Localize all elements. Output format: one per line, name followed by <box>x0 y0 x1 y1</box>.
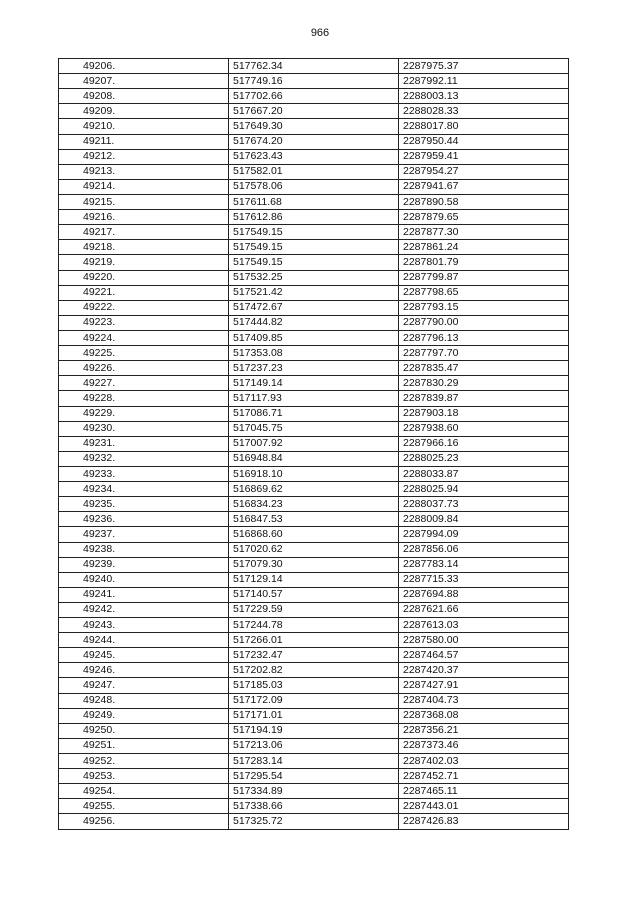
x-coordinate-cell: 517623.43 <box>229 149 399 164</box>
x-coordinate-cell: 517194.19 <box>229 723 399 738</box>
table-row <box>59 723 569 738</box>
x-coordinate-cell: 517749.16 <box>229 74 399 89</box>
x-coordinate-cell: 517649.30 <box>229 119 399 134</box>
table-row <box>59 270 569 285</box>
y-coordinate-cell: 2287715.33 <box>399 572 569 587</box>
y-coordinate-cell: 2287790.00 <box>399 315 569 330</box>
x-coordinate-cell: 517229.59 <box>229 602 399 617</box>
x-coordinate-cell: 517140.57 <box>229 587 399 602</box>
x-coordinate-cell: 517612.86 <box>229 210 399 225</box>
x-coordinate-cell: 517007.92 <box>229 436 399 451</box>
table-row <box>59 466 569 481</box>
x-coordinate-cell: 517521.42 <box>229 285 399 300</box>
point-number-cell: 49223. <box>59 315 229 330</box>
y-coordinate-cell: 2287798.65 <box>399 285 569 300</box>
x-coordinate-cell: 517353.08 <box>229 346 399 361</box>
x-coordinate-cell: 517079.30 <box>229 557 399 572</box>
x-coordinate-cell: 517185.03 <box>229 678 399 693</box>
table-row <box>59 708 569 723</box>
point-number-cell: 49206. <box>59 59 229 74</box>
table-row <box>59 784 569 799</box>
x-coordinate-cell: 517045.75 <box>229 421 399 436</box>
point-number-cell: 49246. <box>59 663 229 678</box>
y-coordinate-cell: 2287835.47 <box>399 361 569 376</box>
y-coordinate-cell: 2287801.79 <box>399 255 569 270</box>
table-row <box>59 618 569 633</box>
y-coordinate-cell: 2287613.03 <box>399 618 569 633</box>
table-row <box>59 285 569 300</box>
point-number-cell: 49255. <box>59 799 229 814</box>
point-number-cell: 49249. <box>59 708 229 723</box>
table-row <box>59 149 569 164</box>
point-number-cell: 49238. <box>59 542 229 557</box>
x-coordinate-cell: 517086.71 <box>229 406 399 421</box>
point-number-cell: 49228. <box>59 391 229 406</box>
x-coordinate-cell: 517549.15 <box>229 240 399 255</box>
table-body <box>59 59 569 830</box>
point-number-cell: 49254. <box>59 784 229 799</box>
table-row <box>59 74 569 89</box>
y-coordinate-cell: 2287452.71 <box>399 769 569 784</box>
x-coordinate-cell: 517117.93 <box>229 391 399 406</box>
point-number-cell: 49248. <box>59 693 229 708</box>
y-coordinate-cell: 2287420.37 <box>399 663 569 678</box>
x-coordinate-cell: 517338.66 <box>229 799 399 814</box>
table-row <box>59 104 569 119</box>
point-number-cell: 49211. <box>59 134 229 149</box>
y-coordinate-cell: 2287877.30 <box>399 225 569 240</box>
x-coordinate-cell: 516869.62 <box>229 482 399 497</box>
table-row <box>59 119 569 134</box>
x-coordinate-cell: 517129.14 <box>229 572 399 587</box>
y-coordinate-cell: 2287839.87 <box>399 391 569 406</box>
y-coordinate-cell: 2288028.33 <box>399 104 569 119</box>
y-coordinate-cell: 2287465.11 <box>399 784 569 799</box>
y-coordinate-cell: 2287994.09 <box>399 527 569 542</box>
point-number-cell: 49250. <box>59 723 229 738</box>
x-coordinate-cell: 517532.25 <box>229 270 399 285</box>
table-row <box>59 542 569 557</box>
y-coordinate-cell: 2287796.13 <box>399 330 569 345</box>
x-coordinate-cell: 517149.14 <box>229 376 399 391</box>
y-coordinate-cell: 2288025.94 <box>399 482 569 497</box>
table-row <box>59 59 569 74</box>
y-coordinate-cell: 2287356.21 <box>399 723 569 738</box>
point-number-cell: 49213. <box>59 164 229 179</box>
y-coordinate-cell: 2287861.24 <box>399 240 569 255</box>
x-coordinate-cell: 517549.15 <box>229 225 399 240</box>
y-coordinate-cell: 2288033.87 <box>399 466 569 481</box>
x-coordinate-cell: 517202.82 <box>229 663 399 678</box>
table-row <box>59 421 569 436</box>
x-coordinate-cell: 517171.01 <box>229 708 399 723</box>
point-number-cell: 49237. <box>59 527 229 542</box>
y-coordinate-cell: 2287368.08 <box>399 708 569 723</box>
table-row <box>59 497 569 512</box>
table-row <box>59 194 569 209</box>
point-number-cell: 49253. <box>59 769 229 784</box>
table-row <box>59 376 569 391</box>
x-coordinate-cell: 517295.54 <box>229 769 399 784</box>
point-number-cell: 49224. <box>59 330 229 345</box>
table-row <box>59 769 569 784</box>
table-row <box>59 527 569 542</box>
x-coordinate-cell: 516834.23 <box>229 497 399 512</box>
x-coordinate-cell: 517334.89 <box>229 784 399 799</box>
x-coordinate-cell: 516948.84 <box>229 451 399 466</box>
point-number-cell: 49214. <box>59 179 229 194</box>
point-number-cell: 49212. <box>59 149 229 164</box>
x-coordinate-cell: 517232.47 <box>229 648 399 663</box>
table-row <box>59 572 569 587</box>
table-row <box>59 361 569 376</box>
y-coordinate-cell: 2287830.29 <box>399 376 569 391</box>
point-number-cell: 49251. <box>59 738 229 753</box>
table-row <box>59 754 569 769</box>
table-row <box>59 436 569 451</box>
point-number-cell: 49230. <box>59 421 229 436</box>
x-coordinate-cell: 517325.72 <box>229 814 399 829</box>
y-coordinate-cell: 2288017.80 <box>399 119 569 134</box>
point-number-cell: 49234. <box>59 482 229 497</box>
point-number-cell: 49244. <box>59 633 229 648</box>
table-row <box>59 225 569 240</box>
table-row <box>59 89 569 104</box>
x-coordinate-cell: 517266.01 <box>229 633 399 648</box>
y-coordinate-cell: 2288003.13 <box>399 89 569 104</box>
point-number-cell: 49218. <box>59 240 229 255</box>
x-coordinate-cell: 517213.06 <box>229 738 399 753</box>
y-coordinate-cell: 2287783.14 <box>399 557 569 572</box>
page-number: 966 <box>310 27 330 39</box>
y-coordinate-cell: 2287959.41 <box>399 149 569 164</box>
point-number-cell: 49208. <box>59 89 229 104</box>
point-number-cell: 49222. <box>59 300 229 315</box>
point-number-cell: 49219. <box>59 255 229 270</box>
table-row <box>59 678 569 693</box>
point-number-cell: 49216. <box>59 210 229 225</box>
table-row <box>59 633 569 648</box>
point-number-cell: 49232. <box>59 451 229 466</box>
y-coordinate-cell: 2287950.44 <box>399 134 569 149</box>
point-number-cell: 49207. <box>59 74 229 89</box>
x-coordinate-cell: 517444.82 <box>229 315 399 330</box>
table-row <box>59 391 569 406</box>
x-coordinate-cell: 517472.67 <box>229 300 399 315</box>
x-coordinate-cell: 517549.15 <box>229 255 399 270</box>
table-row <box>59 240 569 255</box>
y-coordinate-cell: 2287890.58 <box>399 194 569 209</box>
y-coordinate-cell: 2287402.03 <box>399 754 569 769</box>
y-coordinate-cell: 2287799.87 <box>399 270 569 285</box>
table-row <box>59 602 569 617</box>
y-coordinate-cell: 2288009.84 <box>399 512 569 527</box>
y-coordinate-cell: 2287464.57 <box>399 648 569 663</box>
y-coordinate-cell: 2287941.67 <box>399 179 569 194</box>
y-coordinate-cell: 2287443.01 <box>399 799 569 814</box>
x-coordinate-cell: 517582.01 <box>229 164 399 179</box>
table-row <box>59 300 569 315</box>
point-number-cell: 49220. <box>59 270 229 285</box>
x-coordinate-cell: 517409.85 <box>229 330 399 345</box>
y-coordinate-cell: 2287797.70 <box>399 346 569 361</box>
x-coordinate-cell: 517172.09 <box>229 693 399 708</box>
y-coordinate-cell: 2287903.18 <box>399 406 569 421</box>
y-coordinate-cell: 2287856.06 <box>399 542 569 557</box>
table-row <box>59 512 569 527</box>
table-row <box>59 663 569 678</box>
point-number-cell: 49215. <box>59 194 229 209</box>
table-row <box>59 330 569 345</box>
y-coordinate-cell: 2287694.88 <box>399 587 569 602</box>
table-row <box>59 134 569 149</box>
y-coordinate-cell: 2287427.91 <box>399 678 569 693</box>
y-coordinate-cell: 2287938.60 <box>399 421 569 436</box>
x-coordinate-cell: 516847.53 <box>229 512 399 527</box>
point-number-cell: 49239. <box>59 557 229 572</box>
point-number-cell: 49221. <box>59 285 229 300</box>
y-coordinate-cell: 2287580.00 <box>399 633 569 648</box>
y-coordinate-cell: 2287793.15 <box>399 300 569 315</box>
table-row <box>59 164 569 179</box>
x-coordinate-cell: 517674.20 <box>229 134 399 149</box>
x-coordinate-cell: 516868.60 <box>229 527 399 542</box>
x-coordinate-cell: 517762.34 <box>229 59 399 74</box>
point-number-cell: 49247. <box>59 678 229 693</box>
y-coordinate-cell: 2287404.73 <box>399 693 569 708</box>
y-coordinate-cell: 2288037.73 <box>399 497 569 512</box>
x-coordinate-cell: 517702.66 <box>229 89 399 104</box>
table-row <box>59 255 569 270</box>
y-coordinate-cell: 2287954.27 <box>399 164 569 179</box>
y-coordinate-cell: 2287966.16 <box>399 436 569 451</box>
x-coordinate-cell: 517578.06 <box>229 179 399 194</box>
point-number-cell: 49227. <box>59 376 229 391</box>
table-row <box>59 693 569 708</box>
table-row <box>59 738 569 753</box>
table-row <box>59 482 569 497</box>
point-number-cell: 49256. <box>59 814 229 829</box>
table-row <box>59 315 569 330</box>
point-number-cell: 49242. <box>59 602 229 617</box>
point-number-cell: 49241. <box>59 587 229 602</box>
x-coordinate-cell: 517283.14 <box>229 754 399 769</box>
y-coordinate-cell: 2287975.37 <box>399 59 569 74</box>
point-number-cell: 49231. <box>59 436 229 451</box>
x-coordinate-cell: 517020.62 <box>229 542 399 557</box>
point-number-cell: 49229. <box>59 406 229 421</box>
table-row <box>59 346 569 361</box>
point-number-cell: 49226. <box>59 361 229 376</box>
y-coordinate-cell: 2287992.11 <box>399 74 569 89</box>
coordinates-table <box>58 58 569 830</box>
table-row <box>59 406 569 421</box>
table-row <box>59 648 569 663</box>
y-coordinate-cell: 2287621.66 <box>399 602 569 617</box>
table-row <box>59 814 569 829</box>
table-row <box>59 799 569 814</box>
point-number-cell: 49210. <box>59 119 229 134</box>
table-row <box>59 557 569 572</box>
table-row <box>59 587 569 602</box>
table-row <box>59 179 569 194</box>
point-number-cell: 49235. <box>59 497 229 512</box>
point-number-cell: 49209. <box>59 104 229 119</box>
point-number-cell: 49243. <box>59 618 229 633</box>
point-number-cell: 49240. <box>59 572 229 587</box>
x-coordinate-cell: 516918.10 <box>229 466 399 481</box>
point-number-cell: 49225. <box>59 346 229 361</box>
y-coordinate-cell: 2287426.83 <box>399 814 569 829</box>
point-number-cell: 49245. <box>59 648 229 663</box>
point-number-cell: 49252. <box>59 754 229 769</box>
table-row <box>59 210 569 225</box>
y-coordinate-cell: 2288025.23 <box>399 451 569 466</box>
table-row <box>59 451 569 466</box>
x-coordinate-cell: 517244.78 <box>229 618 399 633</box>
point-number-cell: 49236. <box>59 512 229 527</box>
point-number-cell: 49217. <box>59 225 229 240</box>
y-coordinate-cell: 2287373.46 <box>399 738 569 753</box>
x-coordinate-cell: 517611.68 <box>229 194 399 209</box>
x-coordinate-cell: 517237.23 <box>229 361 399 376</box>
y-coordinate-cell: 2287879.65 <box>399 210 569 225</box>
point-number-cell: 49233. <box>59 466 229 481</box>
x-coordinate-cell: 517667.20 <box>229 104 399 119</box>
